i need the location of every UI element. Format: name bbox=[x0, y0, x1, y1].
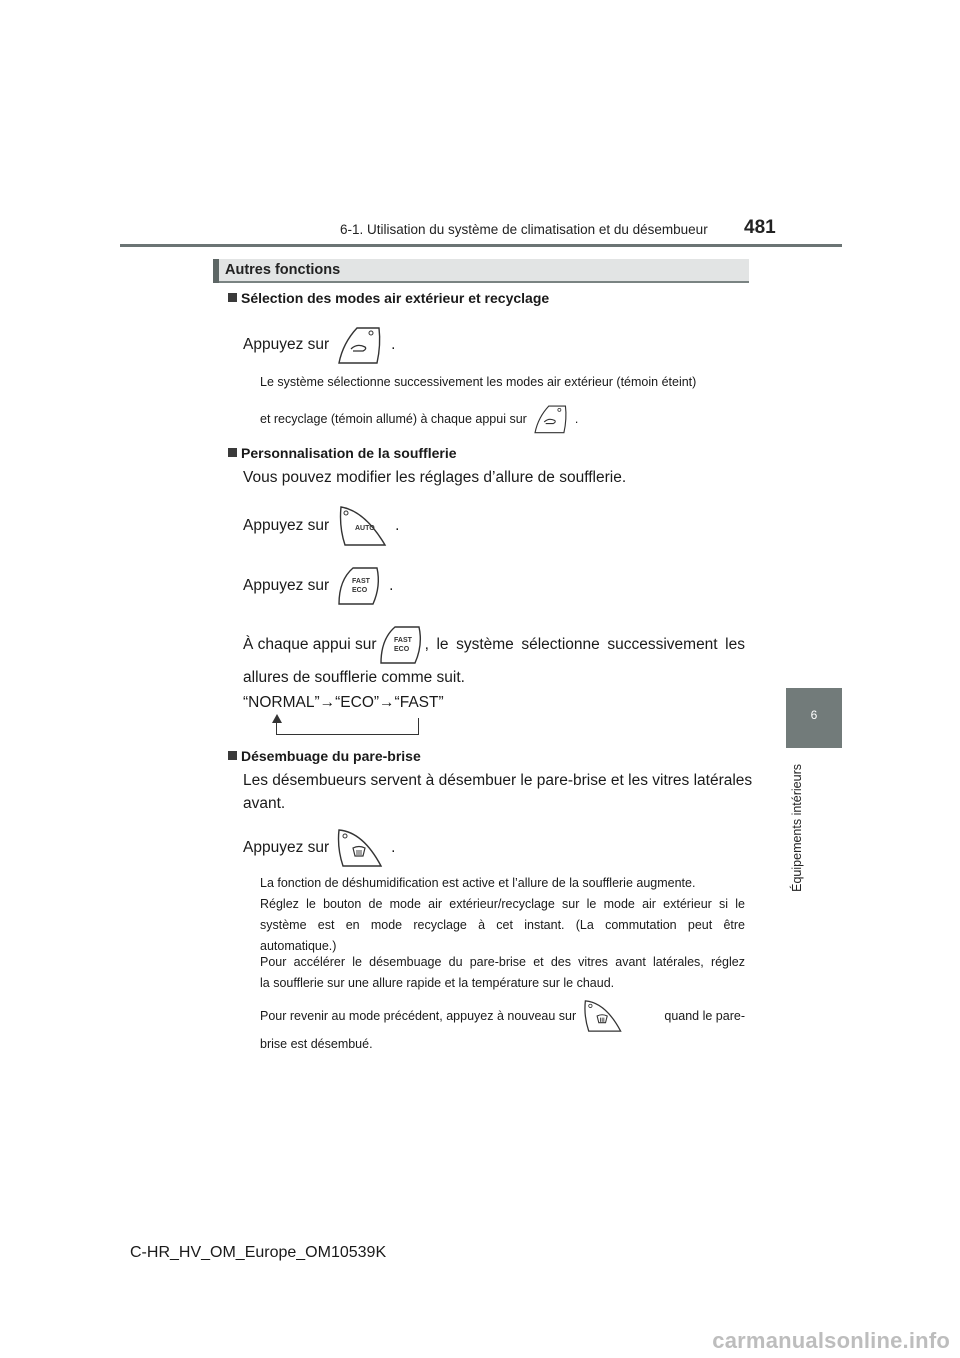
cycle-line-right bbox=[418, 718, 419, 735]
chapter-label: Équipements intérieurs bbox=[790, 764, 804, 892]
document-id: C-HR_HV_OM_Europe_OM10539K bbox=[130, 1244, 387, 1261]
defog-note-3: Pour accélérer le désembuage du pare-brise et des vitres avant latérales, réglez la soufflerie sur une allure rapide et la température sur le chaud. bbox=[260, 955, 745, 990]
recirc-press-line: Appuyez sur . bbox=[243, 325, 395, 365]
recirc-note-1: Le système sélectionne successivement les modes air extérieur (témoin éteint) bbox=[260, 375, 697, 389]
fan-each-press: À chaque appui sur FAST ECO , le système sélectionne successivement les bbox=[243, 625, 745, 665]
svg-text:FAST: FAST bbox=[393, 637, 412, 644]
header-rule bbox=[120, 244, 842, 247]
header-title: 6-1. Utilisation du système de climatisation et du désembueur bbox=[340, 222, 708, 237]
auto-button-icon bbox=[335, 505, 389, 547]
cycle-arrow-icon bbox=[272, 714, 282, 723]
section-accent bbox=[213, 259, 219, 283]
item-heading-defog: Désembuage du pare-brise bbox=[228, 748, 421, 764]
watermark: carmanualsonline.info bbox=[712, 1328, 950, 1353]
defog-intro-1: Les désembueurs servent à désembuer le pare-brise et les vitres latérales bbox=[243, 772, 753, 789]
item-heading-recirc: Sélection des modes air extérieur et recyclage bbox=[228, 290, 549, 306]
recirc-button-icon-small bbox=[532, 403, 570, 435]
defog-note-4-line2: brise est désembué. bbox=[260, 1037, 373, 1051]
defog-press-line: Appuyez sur . bbox=[243, 828, 395, 868]
defog-button-icon bbox=[335, 828, 385, 868]
defog-note-1: La fonction de déshumidification est active et l’allure de la soufflerie augmente. bbox=[260, 876, 696, 890]
fan-each-line2: allures de soufflerie comme suit. bbox=[243, 669, 465, 686]
item-heading-fan: Personnalisation de la soufflerie bbox=[228, 445, 457, 461]
page-number: 481 bbox=[744, 217, 776, 238]
fan-cycle: “NORMAL”→“ECO”→“FAST” bbox=[243, 694, 444, 711]
section-header bbox=[213, 259, 749, 283]
chapter-tab bbox=[786, 688, 842, 748]
chapter-number: 6 bbox=[810, 708, 818, 722]
bullet-square-icon bbox=[228, 751, 237, 760]
recirc-note-2: et recyclage (témoin allumé) à chaque appui sur . bbox=[260, 402, 578, 436]
fast-eco-button-icon bbox=[335, 566, 383, 606]
cycle-line-bottom bbox=[276, 734, 419, 735]
bullet-square-icon bbox=[228, 293, 237, 302]
svg-text:ECO: ECO bbox=[352, 587, 368, 594]
defog-intro-2: avant. bbox=[243, 795, 286, 812]
defog-note-2: Réglez le bouton de mode air extérieur/recyclage sur le mode air extérieur si le système est en mode recyclage à cet instant. (La commutation peut être automatique.) bbox=[260, 897, 745, 953]
fast-eco-button-icon-inline bbox=[377, 625, 425, 665]
bullet-square-icon bbox=[228, 448, 237, 457]
svg-text:FAST: FAST bbox=[352, 578, 371, 585]
section-title: Autres fonctions bbox=[225, 262, 341, 278]
fan-intro: Vous pouvez modifier les réglages d’allure de soufflerie. bbox=[243, 469, 627, 486]
defog-button-icon-small bbox=[582, 999, 624, 1033]
svg-text:ECO: ECO bbox=[393, 646, 409, 653]
svg-text:AUTO: AUTO bbox=[355, 525, 375, 532]
fan-press-fasteco: Appuyez sur FAST ECO . bbox=[243, 566, 393, 606]
defog-note-4: Pour revenir au mode précédent, appuyez à nouveau sur quand le pare- bbox=[260, 998, 745, 1034]
recirc-button-icon bbox=[335, 325, 385, 365]
fan-press-auto: Appuyez sur AUTO . bbox=[243, 504, 399, 548]
